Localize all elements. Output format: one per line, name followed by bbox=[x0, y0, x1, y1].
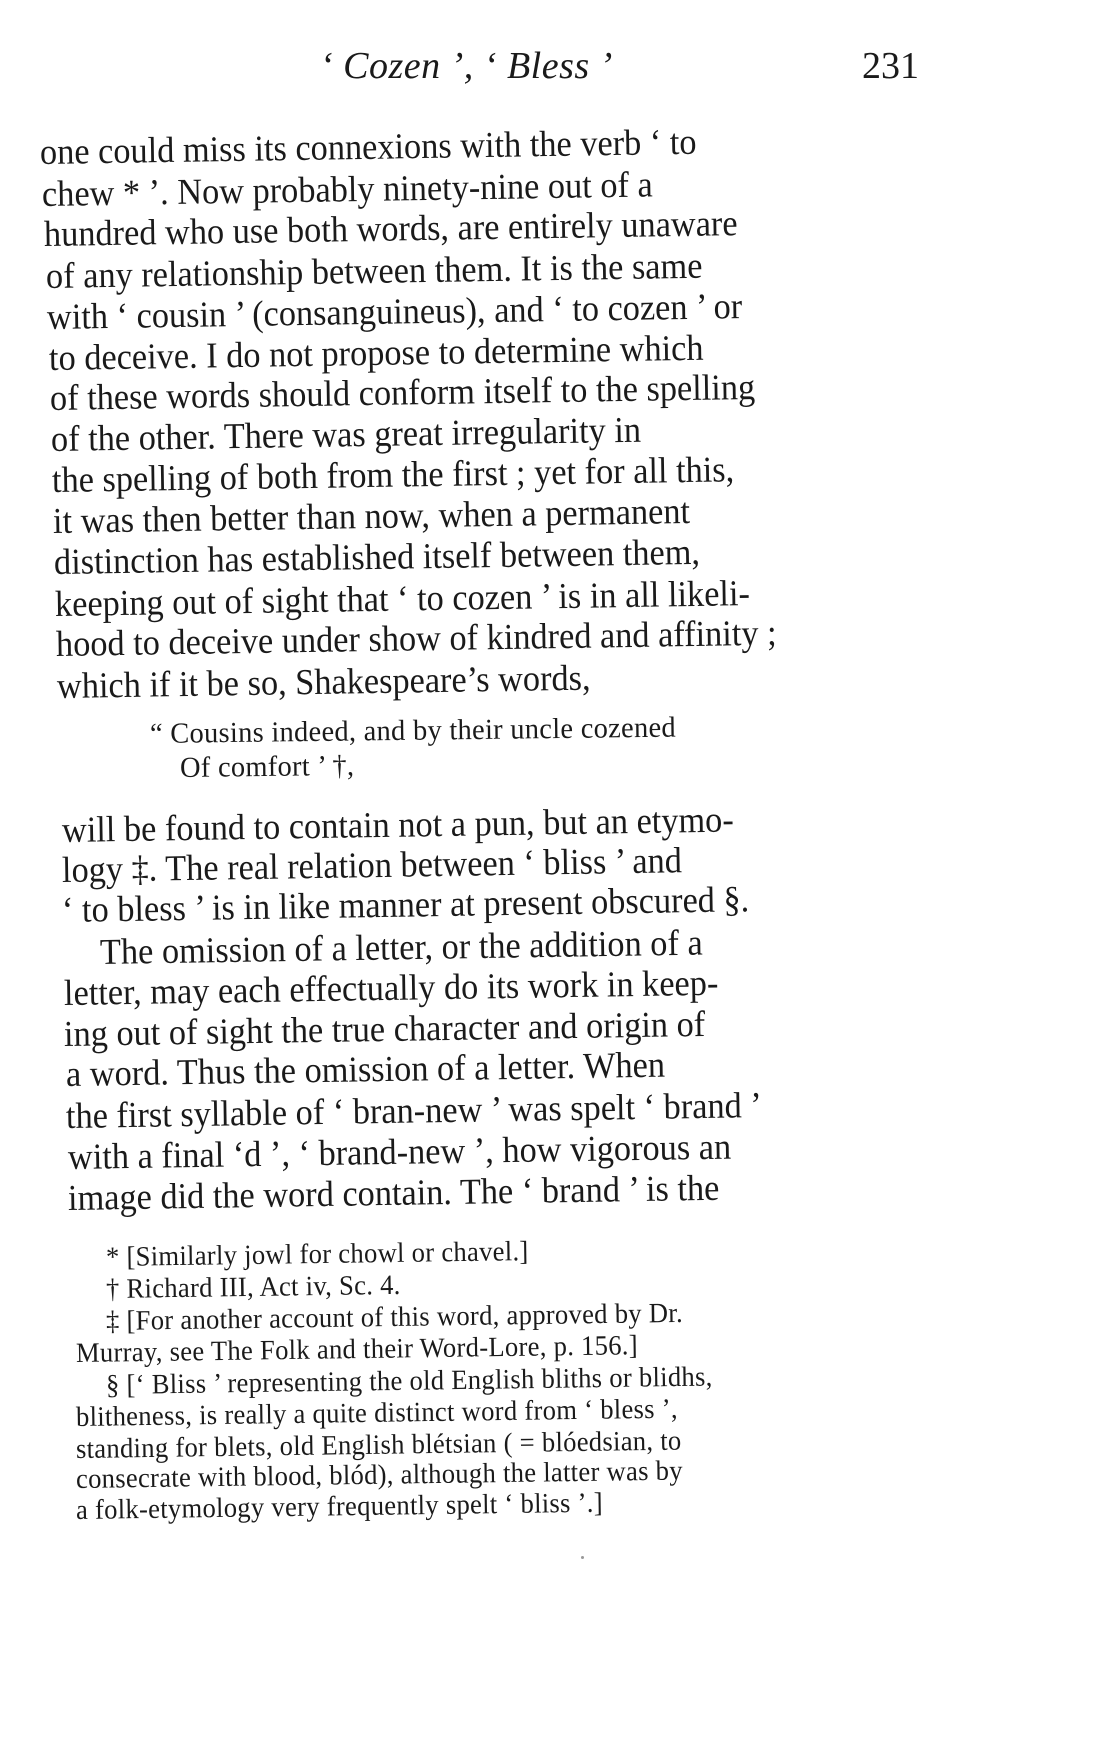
scan-speck bbox=[581, 1556, 584, 1559]
footnote-line: * [Similarly jowl for chowl or chavel.] bbox=[105, 1236, 529, 1273]
footnote-line: Murray, see The Folk and their Word-Lore, p. 156.] bbox=[75, 1330, 639, 1369]
body-line: image did the word contain. The ‘ brand ’ is the bbox=[67, 1166, 720, 1218]
body-line: of these words should conform itself to the spelling bbox=[49, 365, 756, 418]
quote-line: Of comfort ’ †, bbox=[179, 749, 355, 784]
footnote-line: † Richard III, Act iv, Sc. 4. bbox=[105, 1269, 401, 1305]
body-line: the spelling of both from the first ; yet for all this, bbox=[51, 448, 735, 500]
body-line: with a final ‘d ’, ‘ brand-new ’, how vigorous an bbox=[67, 1125, 732, 1177]
footnote-line: consecrate with blood, blód), although the latter was by bbox=[75, 1455, 684, 1495]
page-number: 231 bbox=[862, 45, 919, 87]
body-line: with ‘ cousin ’ (consanguineus), and ‘ to cozen ’ or bbox=[46, 285, 743, 337]
body-line: ing out of sight the true character and origin of bbox=[63, 1002, 706, 1054]
footnote-line: a folk-etymology very frequently spelt ‘ bliss ’.] bbox=[75, 1487, 604, 1526]
running-title: ‘ Cozen ’, ‘ Bless ’ bbox=[320, 45, 613, 87]
body-line: keeping out of sight that ‘ to cozen ’ is in all likeli- bbox=[54, 572, 751, 624]
body-line: hood to deceive under show of kindred and affinity ; bbox=[55, 611, 777, 664]
body-line: will be found to contain not a pun, but an etymo- bbox=[61, 798, 735, 850]
body-line: of any relationship between them. It is the same bbox=[45, 244, 703, 296]
body-line: the first syllable of ‘ bran-new ’ was spelt ‘ brand ’ bbox=[65, 1084, 763, 1136]
quote-line: “ Cousins indeed, and by their uncle cozened bbox=[149, 711, 677, 750]
body-line: which if it be so, Shakespeare’s words, bbox=[56, 656, 591, 706]
footnote-line: ‡ [For another account of this word, approved by Dr. bbox=[105, 1297, 684, 1337]
footnote-line: § [‘ Bliss ’ representing the old English bliths or blidhs, bbox=[105, 1361, 713, 1401]
body-line: chew * ’. Now probably ninety-nine out of a bbox=[41, 163, 653, 214]
body-line: of the other. There was great irregularity in bbox=[50, 408, 642, 459]
body-line: logy ‡. The real relation between ‘ bliss ’ and bbox=[61, 839, 683, 890]
running-head bbox=[0, 44, 1112, 94]
body-line: ‘ to bless ’ is in like manner at present obscured §. bbox=[61, 878, 750, 930]
body-line: it was then better than now, when a permanent bbox=[52, 489, 691, 541]
footnote-line: standing for blets, old English blétsian ( = blóedsian, to bbox=[75, 1425, 682, 1465]
body-line: to deceive. I do not propose to determine which bbox=[48, 326, 704, 378]
body-line: letter, may each effectually do its work in keep- bbox=[63, 961, 719, 1013]
body-line: The omission of a letter, or the addition of a bbox=[99, 921, 703, 972]
footnote-line: blitheness, is really a quite distinct word from ‘ bless ’, bbox=[75, 1393, 679, 1433]
body-line: hundred who use both words, are entirely unaware bbox=[43, 202, 738, 254]
body-line: a word. Thus the omission of a letter. When bbox=[65, 1043, 666, 1094]
body-line: distinction has established itself between them, bbox=[53, 530, 701, 582]
body-line: one could miss its connexions with the verb ‘ to bbox=[39, 120, 697, 172]
